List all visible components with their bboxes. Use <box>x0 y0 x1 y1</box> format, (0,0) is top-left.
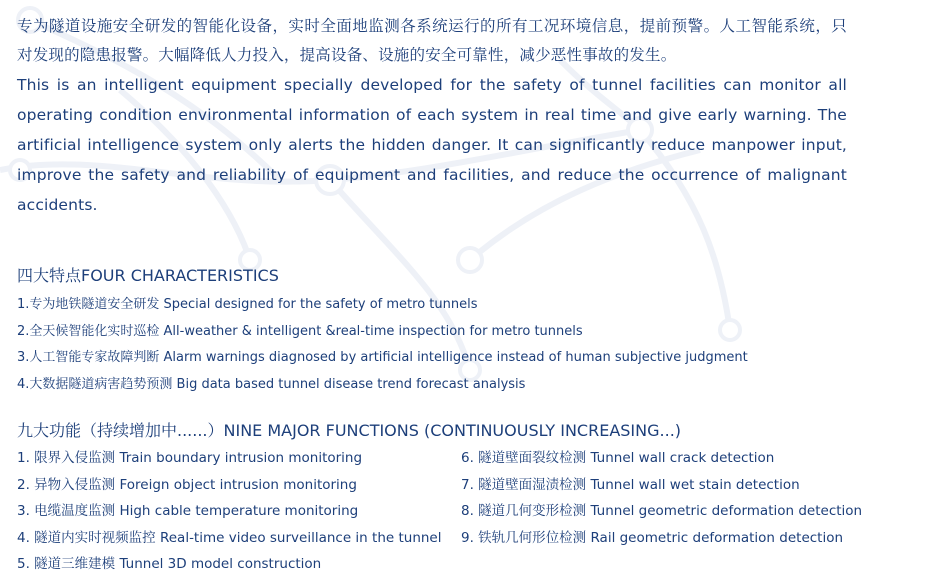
function-item: 2. 异物入侵监测 Foreign object intrusion monitoring <box>17 476 357 493</box>
function-item: 9. 铁轨几何形位检测 Rail geometric deformation detection <box>461 529 844 546</box>
characteristics-list <box>17 292 847 398</box>
functions-grid <box>17 445 863 578</box>
functions-left-column <box>17 445 461 578</box>
characteristic-item: 4.大数据隧道病害趋势预测 Big data based tunnel disease trend forecast analysis <box>17 376 526 392</box>
intro-english-text: This is an intelligent equipment specially developed for the safety of tunnel facilities can monitor all operating condition environmental information of each system in real time and give early warning. The artificial intelligence system only alerts the hidden danger. It can significantly reduce manpower input, improve the safety and reliability of equipment and facilities, and reduce the occurrence of malignant accidents. <box>17 76 847 214</box>
intro-chinese <box>17 12 847 70</box>
characteristics-title: 四大特点FOUR CHARACTERISTICS <box>17 266 279 285</box>
function-item: 5. 隧道三维建模 Tunnel 3D model construction <box>17 556 322 572</box>
main-content <box>17 12 863 578</box>
characteristic-item: 1.专为地铁隧道安全研发 Special designed for the safety of metro tunnels <box>17 297 478 312</box>
characteristic-item: 3.人工智能专家故障判断 Alarm warnings diagnosed by artificial intelligence instead of human subjective judgment <box>17 350 748 365</box>
function-item: 3. 电缆温度监测 High cable temperature monitoring <box>17 503 359 519</box>
functions-title: 九大功能（持续增加中......）NINE MAJOR FUNCTIONS (CONTINUOUSLY INCREASING...) <box>17 421 682 440</box>
function-item: 1. 限界入侵监测 Train boundary intrusion monitoring <box>17 450 363 466</box>
function-item: 8. 隧道几何变形检测 Tunnel geometric deformation detection <box>461 503 863 519</box>
intro-chinese-text: 专为隧道设施安全研发的智能化设备，实时全面地监测各系统运行的所有工况环境信息，提前预警。人工智能系统，只对发现的隐患报警。大幅降低人力投入，提高设备、设施的安全可靠性，减少恶性事故的发生。 <box>17 17 847 64</box>
function-item: 4. 隧道内实时视频监控 Real-time video surveillance in the tunnel <box>17 529 442 546</box>
function-item: 7. 隧道壁面湿渍检测 Tunnel wall wet stain detection <box>461 476 800 493</box>
function-item: 6. 隧道壁面裂纹检测 Tunnel wall crack detection <box>461 450 775 466</box>
intro-english <box>17 70 847 220</box>
characteristic-item: 2.全天候智能化实时巡检 All-weather & intelligent &real-time inspection for metro tunnels <box>17 323 583 339</box>
functions-right-column <box>461 445 861 578</box>
